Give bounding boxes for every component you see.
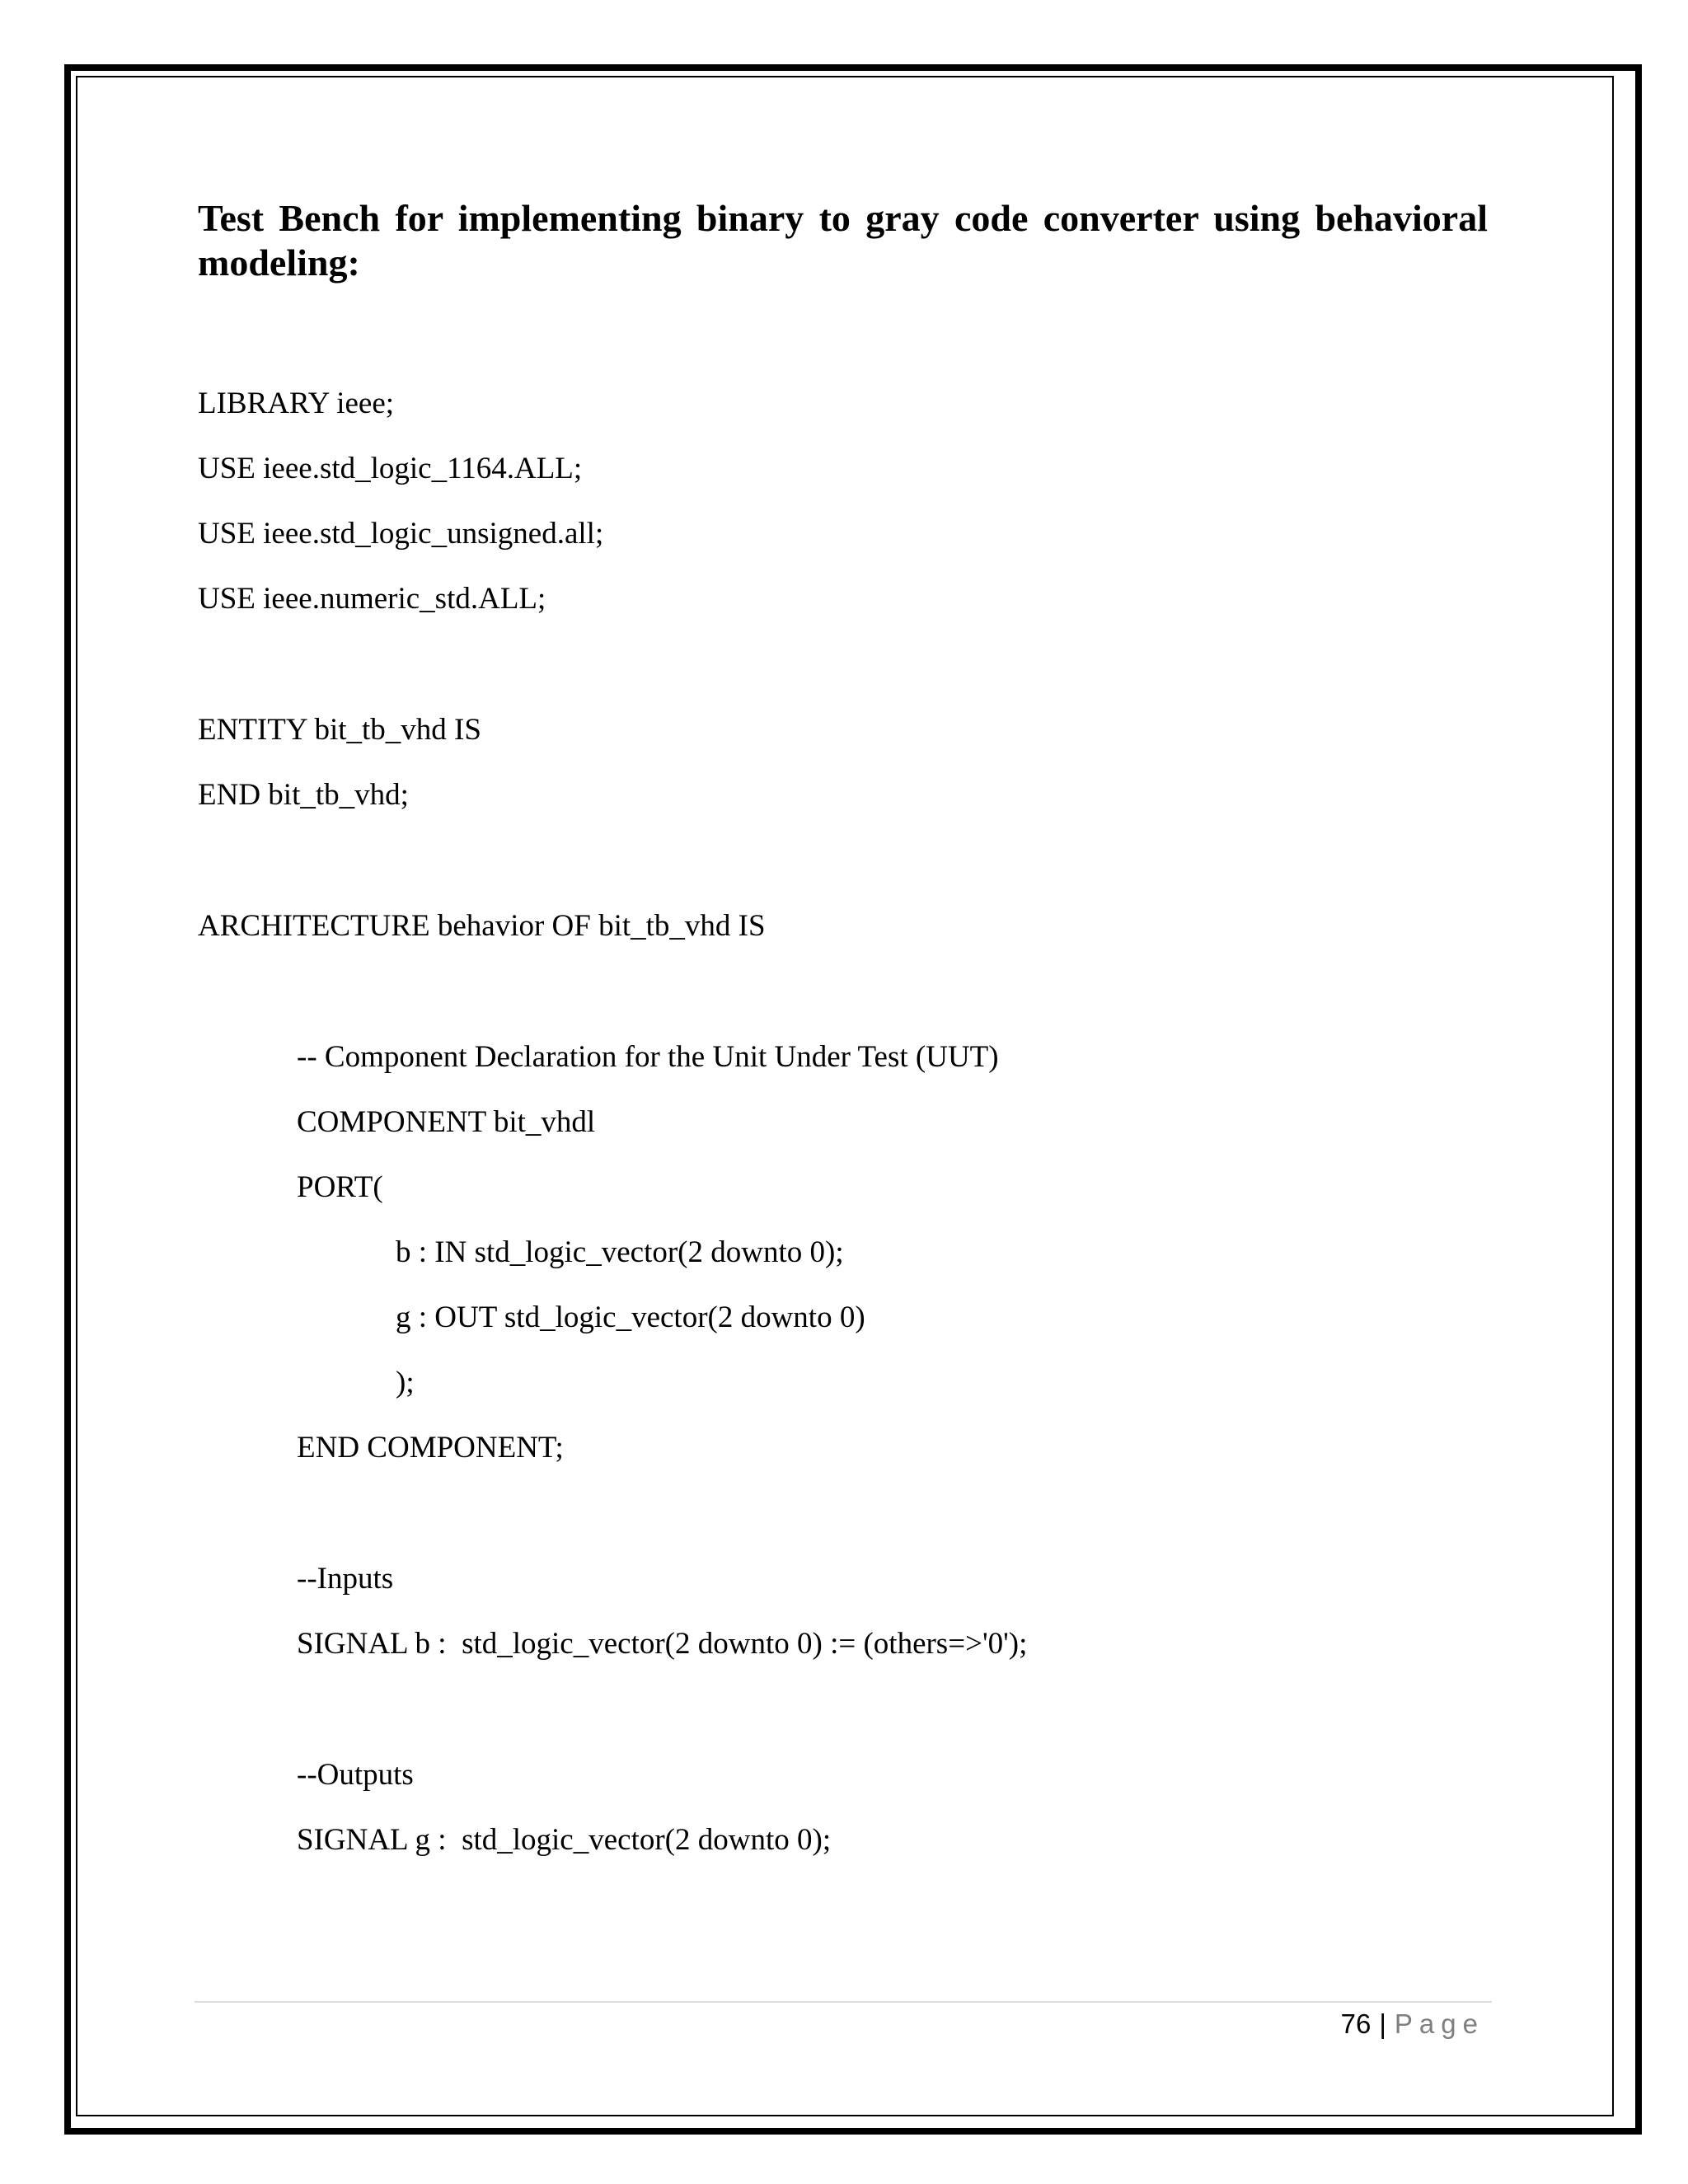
code-line-signal-b: SIGNAL b : std_logic_vector(2 downto 0) := (others=>'0'); <box>297 1627 1028 1661</box>
footer-separator: | <box>1379 2008 1386 2039</box>
code-line-signal-g: SIGNAL g : std_logic_vector(2 downto 0); <box>297 1823 832 1857</box>
page-label: Page <box>1394 2008 1484 2039</box>
code-line-port-close: ); <box>396 1366 415 1399</box>
code-line-port: PORT( <box>297 1170 383 1204</box>
page-footer <box>1341 2006 1484 2042</box>
code-line-port-g: g : OUT std_logic_vector(2 downto 0) <box>396 1301 865 1334</box>
code-line-comment-inputs: --Inputs <box>297 1562 394 1596</box>
code-line-library: LIBRARY ieee; <box>198 387 395 420</box>
section-title: Test Bench for implementing binary to gray code converter using behavioral modeling: <box>198 197 1488 284</box>
code-line-use-unsigned: USE ieee.std_logic_unsigned.all; <box>198 517 604 551</box>
code-line-use-numeric: USE ieee.numeric_std.ALL; <box>198 582 546 616</box>
page-border-inner <box>76 76 1614 2116</box>
code-line-port-b: b : IN std_logic_vector(2 downto 0); <box>396 1235 844 1269</box>
code-line-end-component: END COMPONENT; <box>297 1431 564 1465</box>
footer-divider <box>195 2001 1492 2003</box>
code-line-comment-outputs: --Outputs <box>297 1758 414 1792</box>
code-line-entity: ENTITY bit_tb_vhd IS <box>198 713 481 747</box>
code-line-end-entity: END bit_tb_vhd; <box>198 778 409 812</box>
code-line-architecture: ARCHITECTURE behavior OF bit_tb_vhd IS <box>198 909 766 943</box>
code-line-comment-uut: -- Component Declaration for the Unit Under Test (UUT) <box>297 1040 999 1074</box>
code-line-use-1164: USE ieee.std_logic_1164.ALL; <box>198 452 583 485</box>
page-number: 76 <box>1340 2008 1372 2039</box>
code-line-component: COMPONENT bit_vhdl <box>297 1105 596 1139</box>
